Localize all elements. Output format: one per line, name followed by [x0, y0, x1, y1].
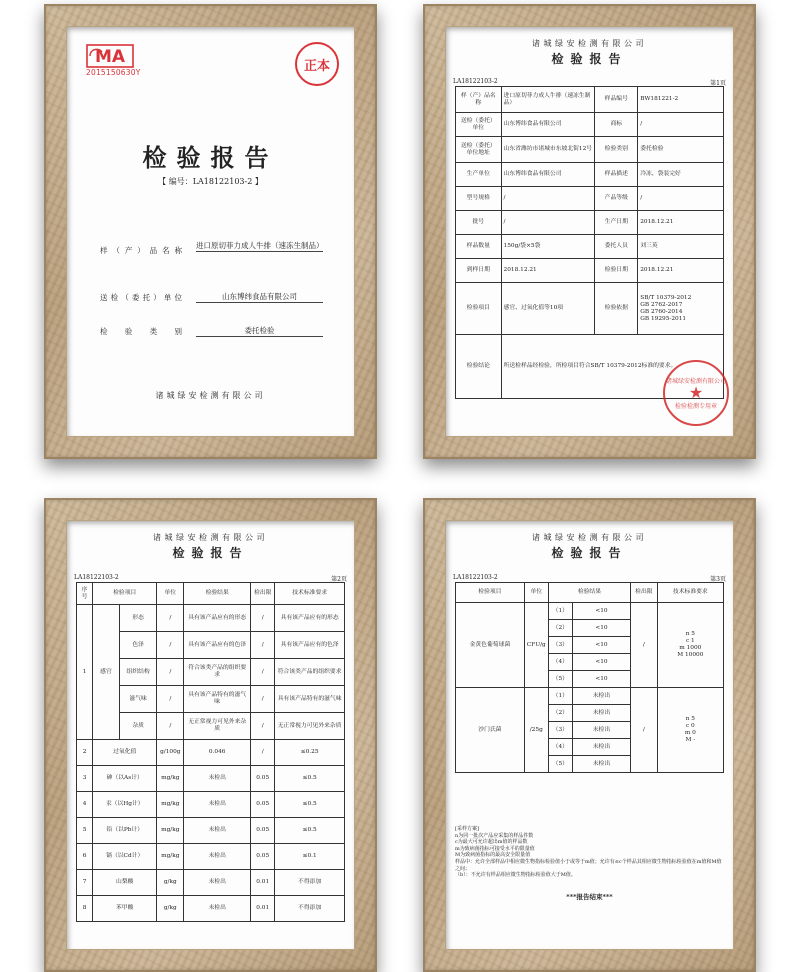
- field-value: /: [501, 211, 595, 235]
- column-header: 技术标准要求: [657, 583, 723, 603]
- report-title: 检验报告: [551, 52, 628, 66]
- item-result: 具有该产品特有的滋气味: [184, 686, 251, 713]
- table-row: [77, 870, 345, 896]
- field-label: 送检（委托）单位: [456, 113, 502, 137]
- item-requirement: 具有该产品应有的色泽: [275, 632, 345, 659]
- micro-requirement: [657, 603, 723, 688]
- group-name: 感官: [93, 605, 120, 740]
- note-line: （b）：不允许有样品相应微生物指标检验值大于M值。: [455, 872, 576, 879]
- item-result: 0.046: [184, 740, 251, 766]
- item-unit: /: [157, 713, 184, 740]
- requirement-line: M -: [685, 737, 696, 743]
- note-line: c为最大可允许超出m值的样品数: [455, 839, 528, 846]
- field-value: 2018.12.21: [638, 259, 724, 283]
- field-label: 样品编号: [595, 87, 638, 113]
- note-line: n为同一批次产品应采集的样品件数: [455, 832, 534, 839]
- cover-row-category: [100, 322, 331, 346]
- item-lod: /: [251, 659, 275, 686]
- item-unit: /: [157, 605, 184, 632]
- cma-number: 2015150630Y: [86, 68, 141, 77]
- item-name: 镉（以Cd计）: [93, 844, 157, 870]
- item-requirement: ≤0.25: [275, 740, 345, 766]
- item-result: 未检出: [184, 870, 251, 896]
- item-name: 色泽: [119, 632, 157, 659]
- field-label: 批号: [456, 211, 502, 235]
- table-row: [456, 283, 724, 335]
- item-unit: mg/kg: [157, 818, 184, 844]
- micro-lod: /: [631, 688, 658, 773]
- basis-list: [638, 283, 724, 335]
- cover-row-label: 样（产）品名称: [100, 246, 182, 255]
- group-number: 1: [77, 605, 93, 740]
- basis-item: GB 19295-2011: [640, 315, 687, 322]
- basis-item: GB 2760-2014: [640, 308, 683, 315]
- field-label: 送检（委托）单位地址: [456, 137, 502, 163]
- cover-row-label: 检验类别: [100, 327, 182, 336]
- item-lod: /: [251, 740, 275, 766]
- sample-index: （2）: [548, 705, 572, 722]
- micro-requirement: [657, 688, 723, 773]
- sample-value: 未检出: [572, 705, 630, 722]
- sampling-notes: [455, 826, 724, 879]
- requirement-line: n 5: [685, 716, 695, 722]
- field-value: 2018.12.21: [501, 259, 595, 283]
- report-end-marker: ***报告结束***: [566, 893, 613, 901]
- table-row: [456, 259, 724, 283]
- item-requirement: 不得添加: [275, 870, 345, 896]
- seal-lab-name: 诸城绿安检测有限公司: [665, 378, 726, 385]
- item-lod: 0.01: [251, 896, 275, 922]
- table-row: [456, 137, 724, 163]
- table-header-row: [77, 583, 345, 605]
- field-label: 检验类别: [595, 137, 638, 163]
- item-result: 未检出: [184, 818, 251, 844]
- results-table: [76, 582, 345, 922]
- table-row: [456, 688, 724, 705]
- cma-logo: [86, 44, 148, 77]
- note-line: M为致病菌指标的最高安全限量值: [455, 852, 531, 859]
- original-copy-stamp: 正本: [295, 42, 339, 86]
- field-value: /: [501, 187, 595, 211]
- row-number: 2: [77, 740, 93, 766]
- cover-row-value: 山东博纬食品有限公司: [196, 292, 323, 303]
- item-unit: mg/kg: [157, 792, 184, 818]
- cover-row-sample: [100, 241, 331, 265]
- page-number: 第3页: [710, 576, 726, 583]
- field-label: 生产日期: [595, 211, 638, 235]
- item-result: 未检出: [184, 792, 251, 818]
- column-header: 检出限: [251, 583, 275, 605]
- cover-row-value: 委托检验: [196, 326, 323, 337]
- note-line: m为致病菌指标可接受水平的限量值: [455, 845, 535, 852]
- info-table: [455, 86, 724, 402]
- item-name: 形态: [119, 605, 157, 632]
- lab-name: 诸城绿安检测有限公司: [532, 533, 647, 542]
- micro-results-table: [455, 582, 724, 773]
- item-unit: mg/kg: [157, 766, 184, 792]
- item-name: 过氧化值: [93, 740, 157, 766]
- item-unit: mg/kg: [157, 844, 184, 870]
- micro-unit: CFU/g: [524, 603, 548, 688]
- table-row: [77, 818, 345, 844]
- report-page-3: [445, 520, 734, 950]
- item-name: 砷（以As计）: [93, 766, 157, 792]
- basis-item: SB/T 10379-2012: [640, 294, 692, 301]
- item-requirement: 不得添加: [275, 896, 345, 922]
- column-header: 序号: [77, 583, 93, 605]
- field-value: 2018.12.21: [638, 211, 724, 235]
- field-label: 检验日期: [595, 259, 638, 283]
- field-value: 150g/袋×5袋: [501, 235, 595, 259]
- requirement-line: M 10000: [677, 652, 704, 658]
- cover-row-label: 送检（委托）单位: [100, 293, 182, 302]
- table-header-row: [456, 583, 724, 603]
- conclusion-text: 所送检样品经检验，所检项目符合SB/T 10379-2012标准的要求。: [501, 335, 723, 399]
- column-header: 单位: [157, 583, 184, 605]
- requirement-line: m 1000: [679, 645, 702, 651]
- sample-value: <10: [572, 620, 630, 637]
- item-unit: g/100g: [157, 740, 184, 766]
- item-result: 具有该产品应有的色泽: [184, 632, 251, 659]
- svg-text:MA: MA: [94, 47, 126, 67]
- sample-value: 未检出: [572, 688, 630, 705]
- item-requirement: 具有该产品特有的滋气味: [275, 686, 345, 713]
- field-value: 山东博纬食品有限公司: [501, 113, 595, 137]
- item-result: 符合该类产品的组织要求: [184, 659, 251, 686]
- report-page-1: [445, 26, 734, 437]
- column-header: 检验结果: [184, 583, 251, 605]
- field-value: 冷冻，袋装完好: [638, 163, 724, 187]
- certificate-frame-page3: [423, 498, 756, 972]
- field-value: 委托检验: [638, 137, 724, 163]
- column-header: 检验结果: [548, 583, 630, 603]
- table-row: [456, 235, 724, 259]
- item-unit: /: [157, 632, 184, 659]
- item-lod: /: [251, 686, 275, 713]
- item-requirement: 具有该产品应有的形态: [275, 605, 345, 632]
- item-requirement: ≤0.5: [275, 766, 345, 792]
- item-lod: /: [251, 713, 275, 740]
- cover-row-client: [100, 288, 331, 312]
- report-page-2: [66, 520, 355, 950]
- report-title: 检验报告: [172, 546, 249, 560]
- sample-value: <10: [572, 671, 630, 688]
- row-number: 5: [77, 818, 93, 844]
- item-result: 未检出: [184, 766, 251, 792]
- field-value: /: [638, 113, 724, 137]
- item-result: 未检出: [184, 896, 251, 922]
- item-name: 汞（以Hg计）: [93, 792, 157, 818]
- cover-lab-name: 诸城绿安检测有限公司: [155, 391, 266, 400]
- item-name: 铅（以Pb计）: [93, 818, 157, 844]
- sample-value: 未检出: [572, 756, 630, 773]
- star-icon: ★: [688, 383, 704, 402]
- item-requirement: ≤0.1: [275, 844, 345, 870]
- requirement-line: m 0: [684, 730, 696, 736]
- basis-item: GB 2762-2017: [640, 301, 683, 308]
- field-label: 生产单位: [456, 163, 502, 187]
- item-name: 山梨酸: [93, 870, 157, 896]
- field-value: 山东省潍坊市诸城市东坡北街12号: [501, 137, 595, 163]
- field-label: 产品等级: [595, 187, 638, 211]
- sample-index: （2）: [548, 620, 572, 637]
- item-lod: 0.05: [251, 792, 275, 818]
- field-label: 到样日期: [456, 259, 502, 283]
- cover-row-value: 进口原切菲力成人牛排（速冻生制品）: [196, 241, 324, 250]
- table-row: [77, 792, 345, 818]
- item-unit: g/kg: [157, 870, 184, 896]
- cover-report-number: 【 编号：LA18122103-2 】: [158, 177, 263, 186]
- table-row: [456, 211, 724, 235]
- column-header: 技术标准要求: [275, 583, 345, 605]
- sample-index: （1）: [548, 603, 572, 620]
- cma-mark-icon: [86, 44, 134, 68]
- certificate-frame-cover: [44, 4, 377, 459]
- item-name: 组织结构: [119, 659, 157, 686]
- sample-index: （5）: [548, 756, 572, 773]
- column-header: 检出限: [631, 583, 658, 603]
- page-number: 第2页: [331, 576, 347, 583]
- report-number: LA18122103-2: [453, 574, 498, 581]
- sample-value: <10: [572, 603, 630, 620]
- field-value: 刘三英: [638, 235, 724, 259]
- cover-page: [66, 26, 355, 437]
- table-row: [77, 844, 345, 870]
- column-header: 检验项目: [93, 583, 157, 605]
- field-value: 山东博纬食品有限公司: [501, 163, 595, 187]
- item-requirement: 符合该类产品的组织要求: [275, 659, 345, 686]
- row-number: 8: [77, 896, 93, 922]
- sample-index: （4）: [548, 654, 572, 671]
- item-unit: /: [157, 686, 184, 713]
- field-label: 检验依据: [595, 283, 638, 335]
- sample-value: <10: [572, 654, 630, 671]
- page-number: 第1页: [710, 80, 726, 87]
- column-header: 检验项目: [456, 583, 525, 603]
- sample-value: 未检出: [572, 722, 630, 739]
- report-number: LA18122103-2: [74, 574, 119, 581]
- certificate-frame-page1: [423, 4, 756, 459]
- field-value: 感官、过氧化值等10项: [501, 283, 595, 335]
- field-value: BW181221-2: [638, 87, 724, 113]
- table-row: [77, 740, 345, 766]
- item-lod: /: [251, 632, 275, 659]
- item-unit: g/kg: [157, 896, 184, 922]
- sample-index: （4）: [548, 739, 572, 756]
- cover-title: 检验报告: [142, 143, 279, 172]
- table-row: [77, 766, 345, 792]
- field-label: 型号规格: [456, 187, 502, 211]
- report-title: 检验报告: [551, 546, 628, 560]
- item-requirement: ≤0.5: [275, 792, 345, 818]
- field-label: 样（产）品名称: [456, 87, 502, 113]
- item-result: 具有该产品应有的形态: [184, 605, 251, 632]
- table-row: [456, 87, 724, 113]
- sample-index: （3）: [548, 722, 572, 739]
- report-number: LA18122103-2: [453, 78, 498, 85]
- sample-index: （3）: [548, 637, 572, 654]
- lab-name: 诸城绿安检测有限公司: [153, 533, 268, 542]
- table-row: [456, 603, 724, 620]
- requirement-line: c 0: [685, 723, 695, 729]
- field-label: 检验结论: [456, 335, 502, 399]
- sample-value: <10: [572, 637, 630, 654]
- table-row: [77, 605, 345, 632]
- field-label: 检验项目: [456, 283, 502, 335]
- lab-name: 诸城绿安检测有限公司: [532, 39, 647, 48]
- note-line: 样品中：允许全部样品中相应微生物指标检验值小于或等于m值；允许有≤c个样品其相应微生物指标检验值在m值和M值之间；: [455, 858, 722, 872]
- note-title: [采样方案]: [455, 826, 479, 832]
- micro-unit: /25g: [524, 688, 548, 773]
- row-number: 3: [77, 766, 93, 792]
- item-result: 无正常视力可见外来杂质: [184, 713, 251, 740]
- column-header: 单位: [524, 583, 548, 603]
- field-label: 样品数量: [456, 235, 502, 259]
- row-number: 6: [77, 844, 93, 870]
- sample-index: （1）: [548, 688, 572, 705]
- item-lod: 0.05: [251, 766, 275, 792]
- micro-item: 金黄色葡萄球菌: [456, 603, 525, 688]
- field-value: /: [638, 187, 724, 211]
- item-requirement: 无正常视力可见外来杂质: [275, 713, 345, 740]
- item-unit: /: [157, 659, 184, 686]
- item-name: 杂质: [119, 713, 157, 740]
- micro-lod: /: [631, 603, 658, 688]
- table-row: [77, 896, 345, 922]
- seal-subtitle: 检验检测专用章: [674, 403, 717, 410]
- item-result: 未检出: [184, 844, 251, 870]
- item-name: 滋气味: [119, 686, 157, 713]
- item-lod: /: [251, 605, 275, 632]
- certificate-frame-page2: [44, 498, 377, 972]
- sample-value: 未检出: [572, 739, 630, 756]
- item-lod: 0.05: [251, 818, 275, 844]
- sample-index: （5）: [548, 671, 572, 688]
- field-label: 样品描述: [595, 163, 638, 187]
- table-row: [456, 187, 724, 211]
- field-label: 商标: [595, 113, 638, 137]
- item-name: 苯甲酸: [93, 896, 157, 922]
- item-lod: 0.05: [251, 844, 275, 870]
- micro-item: 沙门氏菌: [456, 688, 525, 773]
- field-value: 进口原切菲力成人牛排（速冻生制品）: [501, 87, 595, 113]
- row-number: 4: [77, 792, 93, 818]
- field-label: 委托人员: [595, 235, 638, 259]
- requirement-line: n 5: [685, 631, 695, 637]
- table-row: [456, 163, 724, 187]
- item-requirement: ≤0.5: [275, 818, 345, 844]
- item-lod: 0.01: [251, 870, 275, 896]
- row-number: 7: [77, 870, 93, 896]
- requirement-line: c 1: [685, 638, 695, 644]
- inspection-seal: [663, 360, 729, 426]
- table-row: [456, 113, 724, 137]
